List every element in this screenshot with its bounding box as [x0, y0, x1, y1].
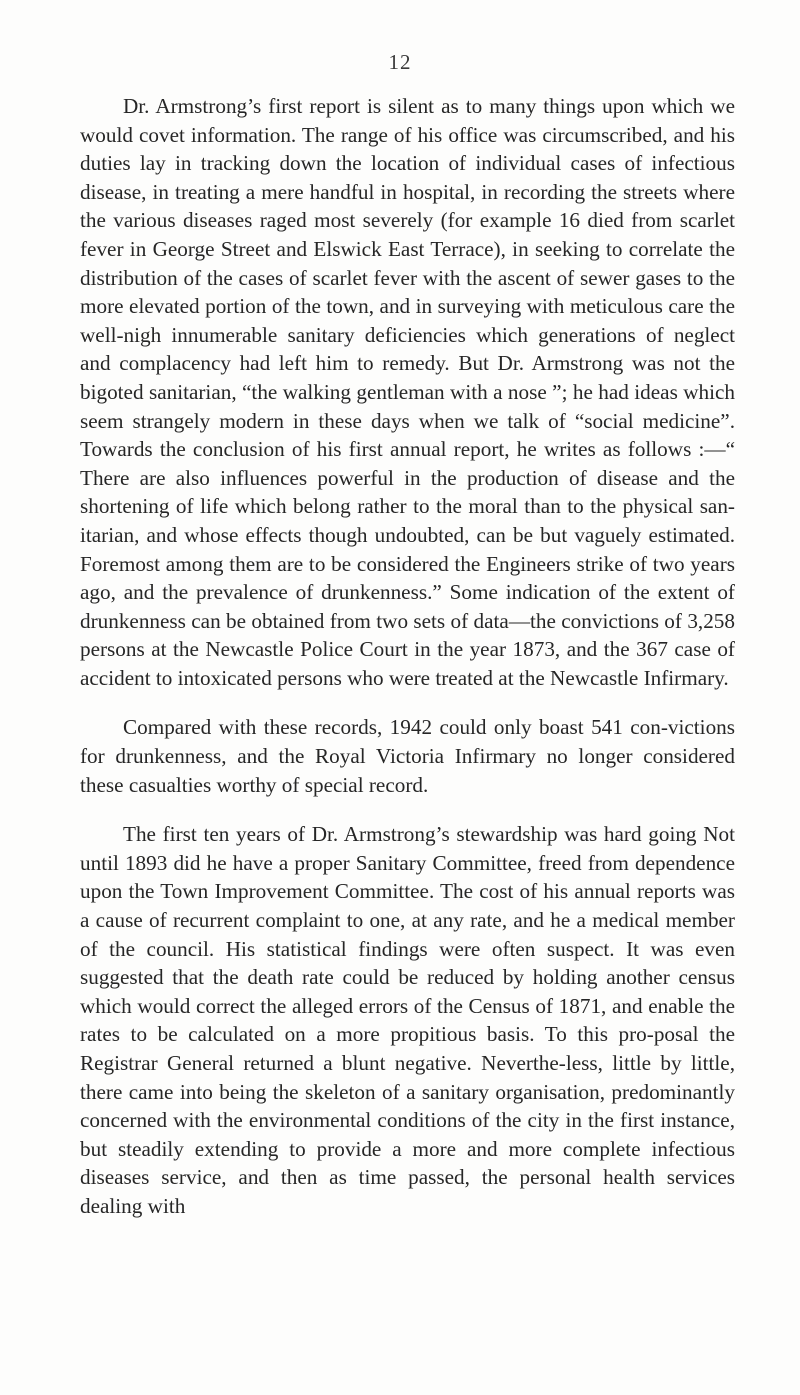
page-number: 12	[388, 50, 412, 74]
paragraph-stewardship: The first ten years of Dr. Armstrong’s stewardship was hard going Not until 1893 did he have a proper Sanitary Committee, freed from dependence upon the Town Improvement Committee. The cost of his annual reports was a cause of recurrent complaint to one, at any rate, and he a medical member of the council. His statistical findings were often suspect. It was even suggested that the death rate could be reduced by holding another census which would correct the alleged errors of the Census of 1871, and enable the rates to be calculated on a more propitious basis. To this pro-posal the Registrar General returned a blunt negative. Neverthe-less, little by little, there came into being the skeleton of a sanitary organisation, predominantly concerned with the environmental conditions of the city in the first instance, but steadily extending to provide a more and more complete infectious diseases service, and then as time passed, the personal health services dealing with	[80, 822, 735, 1218]
paragraph-armstrong-first-report: Dr. Armstrong’s first report is silent as to many things upon which we would covet information. The range of his office was circumscribed, and his duties lay in tracking down the location of individual cases of infectious disease, in treating a mere handful in hospital, in recording the streets where the various diseases raged most severely (for example 16 died from scarlet fever in George Street and Elswick East Terrace), in seeking to correlate the distribution of the cases of scarlet fever with the ascent of sewer gases to the more elevated portion of the town, and in surveying with meticulous care the well-nigh innumerable sanitary deficiencies which generations of neglect and complacency had left him to remedy. But Dr. Armstrong was not the bigoted sanitarian, “the walking gentleman with a nose ”; he had ideas which seem strangely modern in these days when we talk of “social medicine”. Towards the conclusion of his first annual report, he writes as follows :—“ There are also influences powerful in the production of disease and the shortening of life which belong rather to the moral than to the physical san-itarian, and whose effects though undoubted, can be but vaguely estimated. Foremost among them are to be considered the Engineers strike of two years ago, and the prevalence of drunkenness.” Some indication of the extent of drunkenness can be obtained from two sets of data—the convictions of 3,258 persons at the Newcastle Police Court in the year 1873, and the 367 case of accident to intoxicated persons who were treated at the Newcastle Infirmary.	[80, 94, 735, 690]
paragraph-comparison-1942: Compared with these records, 1942 could only boast 541 con-victions for drunkenness, and the Royal Victoria Infirmary no longer considered these casualties worthy of special record.	[80, 715, 735, 797]
body-text	[80, 92, 735, 1221]
